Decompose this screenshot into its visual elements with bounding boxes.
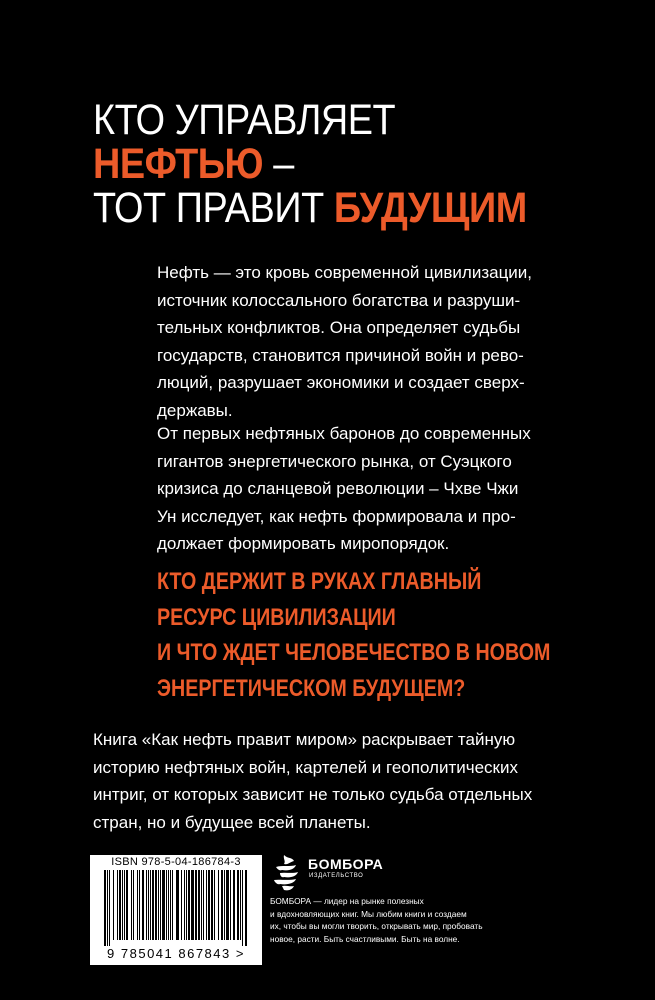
publisher-tagline-line: их, чтобы вы могли творить, открывать мир, пробовать [270, 921, 483, 931]
headline-accent-future: БУДУЩИМ [333, 184, 527, 232]
paragraph-3-line: Книга «Как нефть правит миром» раскрывает тайную [93, 730, 516, 749]
paragraph-3 [93, 726, 563, 836]
paragraph-3-line: стран, но и будущее всей планеты. [93, 812, 371, 832]
paragraph-1-line: государств, становится причиной войн и рево- [157, 345, 524, 365]
paragraph-2-line: Ун исследует, как нефть формировала и про- [157, 506, 516, 526]
paragraph-2-line: кризиса до сланцевой революции – Чхве Чжи [157, 479, 519, 498]
headline-dash: – [263, 140, 294, 188]
paragraph-1 [157, 259, 577, 424]
bombora-logo-icon [270, 853, 304, 893]
isbn-label: ISBN 978-5-04-186784-3 [111, 856, 241, 868]
headline-line-1: КТО УПРАВЛЯЕТ [93, 96, 396, 144]
paragraph-3-line: интриг, от которых зависит не только судьба отдельных [93, 785, 533, 804]
question-line: ЭНЕРГЕТИЧЕСКОМ БУДУЩЕМ? [157, 674, 466, 702]
paragraph-1-line: Нефть — это кровь современной цивилизации, [157, 263, 533, 282]
headline [93, 98, 527, 230]
paragraph-1-line: люций, разрушает экономики и создает сверх- [157, 373, 525, 392]
paragraph-1-line: источник колоссального богатства и разруши- [157, 290, 521, 310]
publisher-name: БОМБОРА [308, 856, 384, 872]
paragraph-3-line: историю нефтяных войн, картелей и геополитических [93, 757, 518, 777]
question-callout [157, 564, 550, 706]
headline-line-3-start: ТОТ ПРАВИТ [93, 184, 334, 232]
question-line: И ЧТО ЖДЕТ ЧЕЛОВЕЧЕСТВО В НОВОМ [157, 639, 551, 666]
publisher-subtitle: ИЗДАТЕЛЬСТВО [309, 873, 364, 879]
publisher-tagline [270, 895, 540, 945]
headline-line-3 [93, 186, 527, 230]
question-line: КТО ДЕРЖИТ В РУКАХ ГЛАВНЫЙ [157, 568, 482, 595]
publisher-tagline-line: новое, расти. Быть счастливыми. Быть на волне. [270, 933, 460, 944]
publisher-tagline-line: и вдохновляющих книг. Мы любим книги и создаем [270, 908, 467, 919]
question-line: РЕСУРС ЦИВИЛИЗАЦИИ [157, 603, 396, 631]
paragraph-2-line: должает формировать миропорядок. [157, 534, 450, 553]
headline-accent-oil: НЕФТЬЮ [93, 140, 264, 188]
publisher-tagline-line: БОМБОРА — лидер на рынке полезных [270, 896, 424, 906]
paragraph-2-line: От первых нефтяных баронов до современных [157, 424, 531, 443]
paragraph-2 [157, 420, 577, 558]
headline-line-2 [93, 142, 527, 186]
barcode-digits: 9 785041 867843 > [107, 946, 245, 961]
paragraph-1-line: державы. [157, 400, 233, 420]
barcode-image [100, 870, 252, 946]
isbn-barcode-box [90, 855, 262, 965]
paragraph-2-line: гигантов энергетического рынка, от Суэцкого [157, 451, 512, 471]
paragraph-1-line: тельных конфликтов. Она определяет судьбы [157, 318, 521, 337]
